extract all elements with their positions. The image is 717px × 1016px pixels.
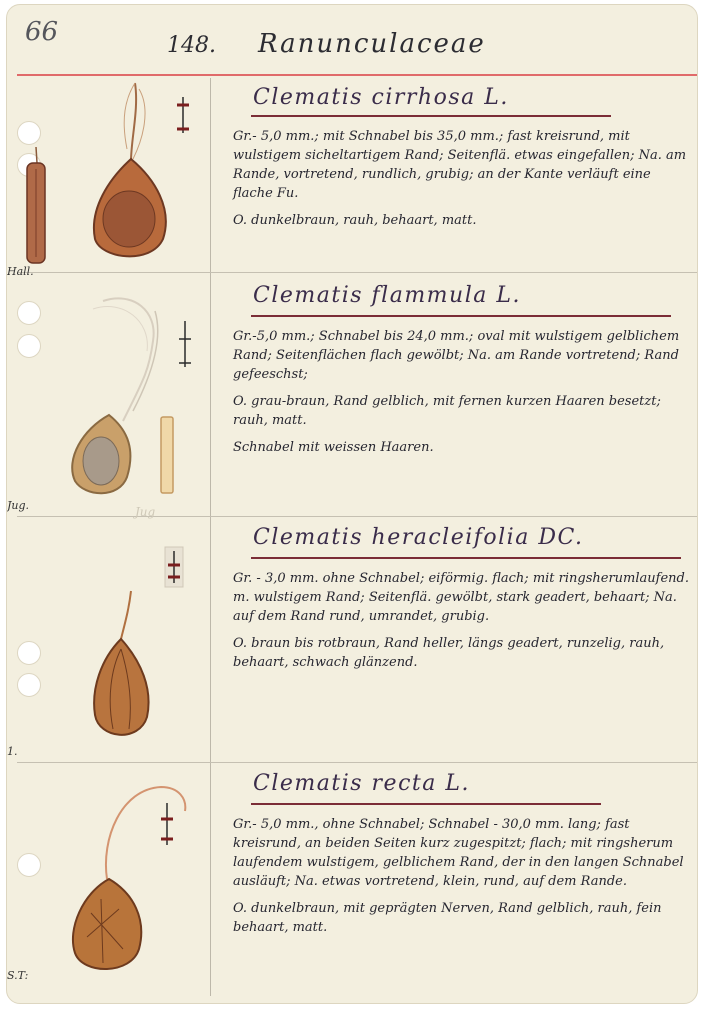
description-paragraph: O. dunkelbraun, rauh, behaart, matt. — [233, 213, 477, 228]
page-number: 66 — [25, 17, 59, 47]
binder-hole — [17, 301, 41, 325]
family-number: 148. — [167, 33, 216, 58]
species-title: Clematis heracleifolia DC. — [253, 525, 584, 550]
scale-bar — [163, 545, 187, 589]
column-divider — [210, 78, 211, 996]
description-paragraph: O. grau-braun, Rand gelblich, mit fernen kurzen Haaren besetzt; rauh, matt. — [233, 394, 661, 428]
species-title: Clematis flammula L. — [253, 283, 521, 308]
seed-drawing-face-view — [81, 79, 181, 269]
seed-drawing-side-view — [21, 145, 51, 269]
scale-bar — [159, 801, 175, 847]
description-paragraph: Gr. - 3,0 mm. ohne Schnabel; eiförmig. flach; mit ringsherumlaufend. m. wulstigem Rand; Seitenflä. gewölbt, stark geadert, behaart; Na. auf dem Rand rund, umrandet, grubig. — [233, 571, 689, 624]
description-paragraph: Schnabel mit weissen Haaren. — [233, 440, 434, 455]
species-description — [233, 569, 693, 680]
faint-label: Jug — [135, 505, 156, 519]
source-label: S.T: — [7, 969, 29, 982]
species-title: Clematis cirrhosa L. — [253, 85, 509, 110]
source-label: 1. — [7, 745, 18, 758]
description-paragraph: O. braun bis rotbraun, Rand heller, längs geadert, runzelig, rauh, behaart, schwach glänzend. — [233, 636, 665, 670]
binder-hole — [17, 853, 41, 877]
source-label: Jug. — [7, 499, 30, 512]
binder-hole — [17, 334, 41, 358]
header-rule — [17, 74, 697, 76]
seed-drawing-side-view — [159, 415, 175, 495]
scale-bar — [177, 319, 193, 369]
description-paragraph: O. dunkelbraun, mit geprägten Nerven, Rand gelblich, rauh, fein behaart, matt. — [233, 901, 662, 935]
binder-hole — [17, 121, 41, 145]
binder-hole — [17, 673, 41, 697]
title-underline — [251, 315, 671, 317]
family-name: Ranunculaceae — [257, 29, 486, 59]
description-paragraph: Gr.- 5,0 mm.; mit Schnabel bis 35,0 mm.; fast kreisrund, mit wulstigem sicheltartigem Rand; Seitenflä. etwas eingefallen; Na. am Rande, vortretend, rundlich, grubig; an der Kante verläuft eine flache Fu. — [233, 129, 687, 201]
herbarium-card — [6, 4, 698, 1004]
title-underline — [251, 115, 611, 117]
family-header — [167, 29, 486, 59]
row-divider — [17, 272, 697, 273]
seed-drawing-face-view — [87, 589, 157, 749]
binder-hole — [17, 641, 41, 665]
title-underline — [251, 557, 681, 559]
species-description — [233, 327, 693, 465]
description-paragraph: Gr.-5,0 mm.; Schnabel bis 24,0 mm.; oval mit wulstigem gelblichem Rand; Seitenflächen flach gewölbt; Na. am Rande vortretend; Rand gefeeschst; — [233, 329, 680, 382]
species-description — [233, 815, 693, 945]
row-divider — [17, 762, 697, 763]
species-title: Clematis recta L. — [253, 771, 470, 796]
row-divider — [17, 516, 697, 517]
scale-bar — [175, 95, 191, 135]
title-underline — [251, 803, 601, 805]
seed-drawing-face-view — [63, 281, 173, 501]
description-paragraph: Gr.- 5,0 mm., ohne Schnabel; Schnabel - 30,0 mm. lang; fast kreisrund, an beiden Seiten kurz zugespitzt; flach; mit ringsherum laufendem wulstigem, gelblichem Rand, der in den langen Schnabel ausläuft; Na. etwas vortretend, klein, rund, auf dem Rande. — [233, 817, 684, 889]
species-description — [233, 127, 693, 238]
source-label: Hall. — [7, 265, 34, 278]
